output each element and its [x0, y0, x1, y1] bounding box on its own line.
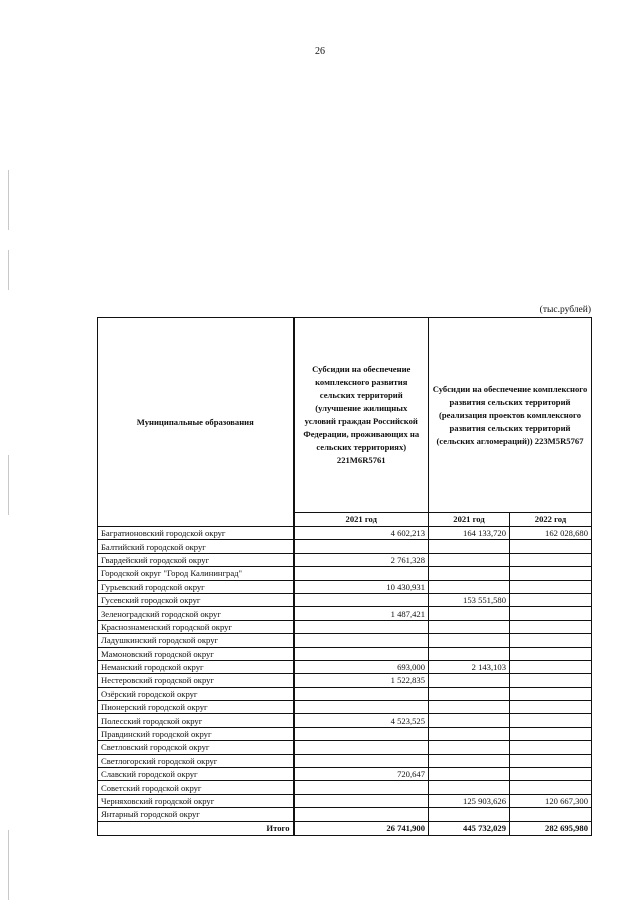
- table-row: [98, 741, 592, 754]
- value-2021: [294, 727, 429, 740]
- municipality-name: Правдинский городской округ: [98, 727, 294, 740]
- municipality-name: Гвардейский городской округ: [98, 553, 294, 566]
- value-2022: [510, 781, 592, 794]
- value-2022: [510, 727, 592, 740]
- value-2022: [510, 660, 592, 673]
- municipality-name: Неманский городской округ: [98, 660, 294, 673]
- value-2021: [429, 567, 510, 580]
- scan-edge-mark: [8, 830, 9, 900]
- total-row: [98, 821, 592, 835]
- value-2022: [510, 567, 592, 580]
- value-2021: [429, 727, 510, 740]
- value-2021: 164 133,720: [429, 527, 510, 540]
- municipality-name: Черняховский городской округ: [98, 794, 294, 807]
- value-2021: [429, 768, 510, 781]
- table-row: [98, 620, 592, 633]
- value-2022: [510, 620, 592, 633]
- value-2021: [429, 540, 510, 553]
- value-2021: 153 551,580: [429, 593, 510, 606]
- municipality-name: Городской округ "Город Калининград": [98, 567, 294, 580]
- header-municipality: Муниципальные образования: [98, 318, 294, 527]
- table-row: [98, 553, 592, 566]
- value-2021: [429, 687, 510, 700]
- value-2021: 4 523,525: [294, 714, 429, 727]
- header-year: 2022 год: [510, 513, 592, 527]
- value-2021: [429, 553, 510, 566]
- scan-edge-mark: [8, 250, 9, 290]
- value-2022: [510, 674, 592, 687]
- table-row: [98, 540, 592, 553]
- municipality-name: Ладушкинский городской округ: [98, 634, 294, 647]
- value-2022: [510, 701, 592, 714]
- value-2021: [294, 647, 429, 660]
- table-row: [98, 580, 592, 593]
- value-2021: 693,000: [294, 660, 429, 673]
- municipality-name: Мамоновский городской округ: [98, 647, 294, 660]
- table-row: [98, 808, 592, 821]
- municipality-name: Пионерский городской округ: [98, 701, 294, 714]
- scan-edge-mark: [8, 455, 9, 515]
- value-2021: 10 430,931: [294, 580, 429, 593]
- municipality-name: Краснознаменский городской округ: [98, 620, 294, 633]
- total-value: 445 732,029: [429, 821, 510, 835]
- value-2021: [429, 701, 510, 714]
- value-2021: [294, 634, 429, 647]
- value-2021: 1 522,835: [294, 674, 429, 687]
- value-2021: [429, 741, 510, 754]
- value-2021: 125 903,626: [429, 794, 510, 807]
- header-year: 2021 год: [294, 513, 429, 527]
- value-2021: [429, 620, 510, 633]
- value-2021: 2 761,328: [294, 553, 429, 566]
- municipality-name: Багратионовский городской округ: [98, 527, 294, 540]
- value-2021: [429, 754, 510, 767]
- value-2022: [510, 553, 592, 566]
- value-2021: [294, 567, 429, 580]
- value-2021: [294, 781, 429, 794]
- value-2022: [510, 714, 592, 727]
- municipality-name: Гусевский городской округ: [98, 593, 294, 606]
- value-2021: [429, 714, 510, 727]
- value-2021: [294, 741, 429, 754]
- total-value: 26 741,900: [294, 821, 429, 835]
- value-2021: [429, 674, 510, 687]
- value-2021: [294, 794, 429, 807]
- value-2021: [294, 540, 429, 553]
- value-2021: [294, 808, 429, 821]
- table-row: [98, 593, 592, 606]
- value-2021: [429, 580, 510, 593]
- value-2021: [294, 754, 429, 767]
- table-row: [98, 687, 592, 700]
- value-2021: [294, 620, 429, 633]
- value-2021: [294, 687, 429, 700]
- municipality-name: Полесский городской округ: [98, 714, 294, 727]
- value-2022: 162 028,680: [510, 527, 592, 540]
- page-number: 26: [315, 46, 325, 57]
- value-2022: [510, 580, 592, 593]
- total-label: Итого: [98, 821, 294, 835]
- table-body: [98, 527, 592, 836]
- table-row: [98, 527, 592, 540]
- table-row: [98, 794, 592, 807]
- value-2021: [429, 781, 510, 794]
- municipality-name: Янтарный городской округ: [98, 808, 294, 821]
- table-row: [98, 768, 592, 781]
- scan-edge-mark: [8, 170, 9, 230]
- table-row: [98, 714, 592, 727]
- value-2022: [510, 634, 592, 647]
- municipality-name: Нестеровский городской округ: [98, 674, 294, 687]
- municipality-name: Советский городской округ: [98, 781, 294, 794]
- value-2021: [429, 647, 510, 660]
- municipality-name: Светлогорский городской округ: [98, 754, 294, 767]
- municipality-name: Гурьевский городской округ: [98, 580, 294, 593]
- municipality-name: Зеленоградский городской округ: [98, 607, 294, 620]
- header-subsidy-housing: Субсидии на обеспечение комплексного развития сельских территорий (улучшение жилищных условий граждан Российской Федерации, проживающих на сельских территориях) 221M6R5761: [294, 318, 429, 513]
- value-2022: [510, 540, 592, 553]
- total-value: 282 695,980: [510, 821, 592, 835]
- value-2022: [510, 808, 592, 821]
- table-row: [98, 607, 592, 620]
- value-2021: 2 143,103: [429, 660, 510, 673]
- table-row: [98, 701, 592, 714]
- value-2022: [510, 593, 592, 606]
- table-row: [98, 634, 592, 647]
- value-2021: [429, 808, 510, 821]
- municipality-name: Светловский городской округ: [98, 741, 294, 754]
- table-row: [98, 660, 592, 673]
- municipality-name: Славский городской округ: [98, 768, 294, 781]
- header-year: 2021 год: [429, 513, 510, 527]
- value-2021: [294, 701, 429, 714]
- value-2021: 720,647: [294, 768, 429, 781]
- value-2021: 1 487,421: [294, 607, 429, 620]
- table-row: [98, 754, 592, 767]
- value-2022: [510, 607, 592, 620]
- table-row: [98, 567, 592, 580]
- value-2022: [510, 647, 592, 660]
- table-row: [98, 781, 592, 794]
- subsidy-table: [97, 317, 592, 836]
- table-row: [98, 674, 592, 687]
- value-2022: 120 667,300: [510, 794, 592, 807]
- value-2021: [429, 607, 510, 620]
- units-label: (тыс.рублей): [539, 305, 591, 315]
- municipality-name: Озёрский городской округ: [98, 687, 294, 700]
- table-row: [98, 727, 592, 740]
- value-2022: [510, 687, 592, 700]
- table-row: [98, 647, 592, 660]
- value-2022: [510, 768, 592, 781]
- value-2022: [510, 741, 592, 754]
- value-2022: [510, 754, 592, 767]
- municipality-name: Балтийский городской округ: [98, 540, 294, 553]
- value-2021: [294, 593, 429, 606]
- value-2021: 4 602,213: [294, 527, 429, 540]
- header-subsidy-projects: Субсидии на обеспечение комплексного развития сельских территорий (реализация проектов комплексного развития сельских территорий (сельских агломераций)) 223M5R5767: [429, 318, 592, 513]
- value-2021: [429, 634, 510, 647]
